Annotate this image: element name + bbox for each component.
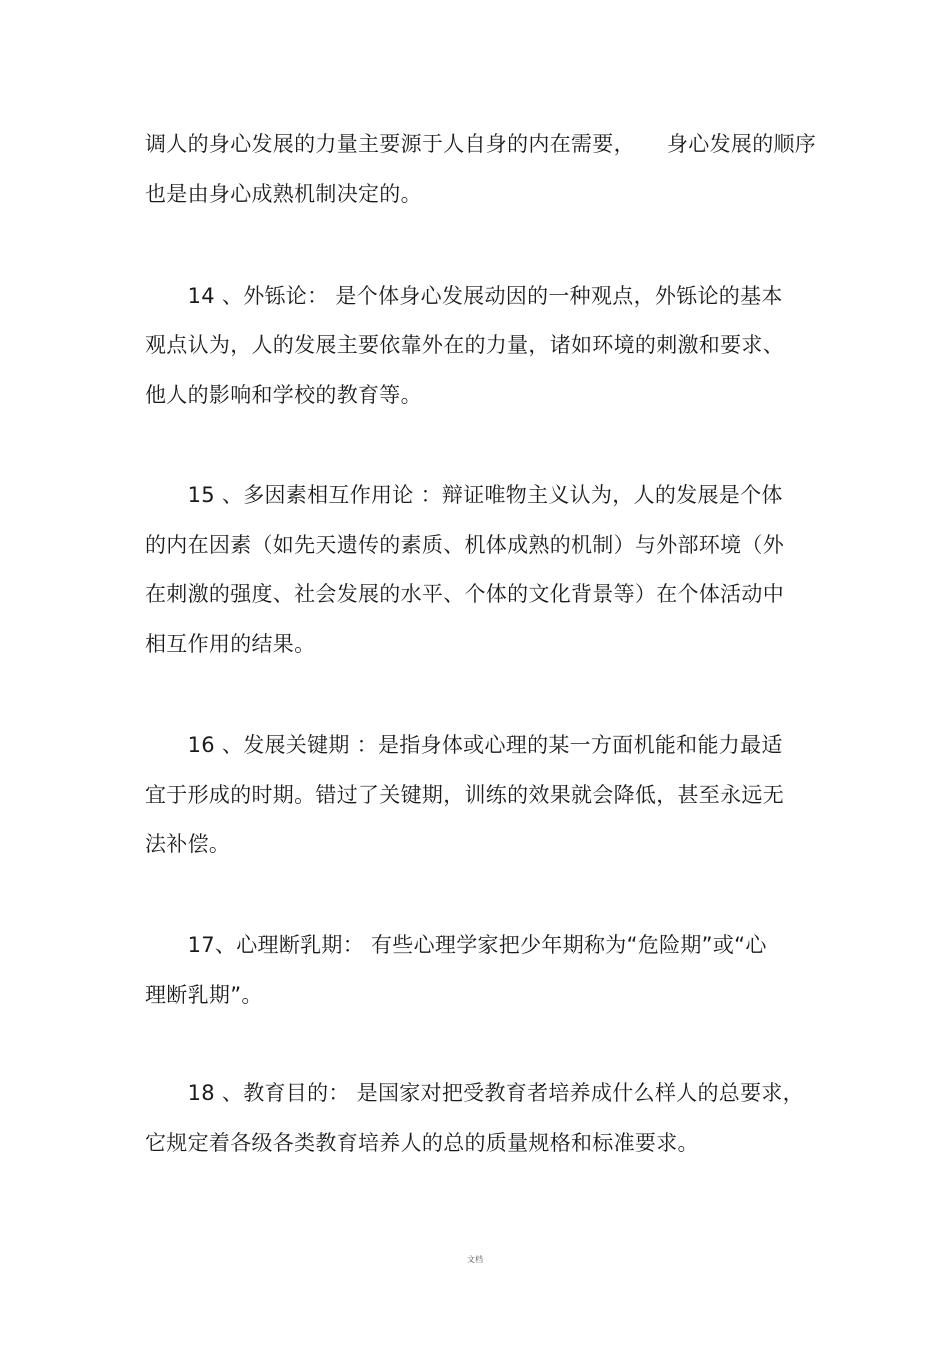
paragraph-14-line-1: 14 、外铄论： 是个体身心发展动因的一种观点，外铄论的基本 (145, 284, 783, 308)
paragraph-18-line-2: 它规定着各级各类教育培养人的总的质量规格和标准要求。 (145, 1131, 699, 1155)
paragraph-16-line-3: 法补偿。 (145, 832, 231, 856)
paragraph-15-line-3: 在刺激的强度、社会发展的水平、个体的文化背景等）在个体活动中 (145, 582, 784, 606)
paragraph-16-line-2: 宜于形成的时期。错过了关键期，训练的效果就会降低，甚至永远无 (145, 783, 784, 807)
paragraph-18-line-1: 18 、教育目的： 是国家对把受教育者培养成什么样人的总要求， (145, 1081, 804, 1105)
paragraph-15-line-2: 的内在因素（如先天遗传的素质、机体成熟的机制）与外部环境（外 (145, 533, 784, 557)
paragraph-17-line-2: 理断乳期”。 (145, 983, 263, 1007)
paragraph-14-line-2: 观点认为，人的发展主要依靠外在的力量，诸如环境的刺激和要求、 (145, 333, 784, 357)
paragraph-1-line-1: 调人的身心发展的力量主要源于人自身的内在需要， 身心发展的顺序 (145, 132, 817, 156)
paragraph-15-line-4: 相互作用的结果。 (145, 632, 316, 656)
page-footer: 文档 (467, 1255, 483, 1264)
paragraph-16-line-1: 16 、发展关键期 ：是指身体或心理的某一方面机能和能力最适 (145, 733, 783, 757)
paragraph-14-line-3: 他人的影响和学校的教育等。 (145, 383, 422, 407)
paragraph-17-line-1: 17、心理断乳期： 有些心理学家把少年期称为“危险期”或“心 (145, 933, 767, 957)
paragraph-15-line-1: 15 、多因素相互作用论 ：辩证唯物主义认为，人的发展是个体 (145, 483, 783, 507)
paragraph-1-line-2: 也是由身心成熟机制决定的。 (145, 182, 422, 206)
